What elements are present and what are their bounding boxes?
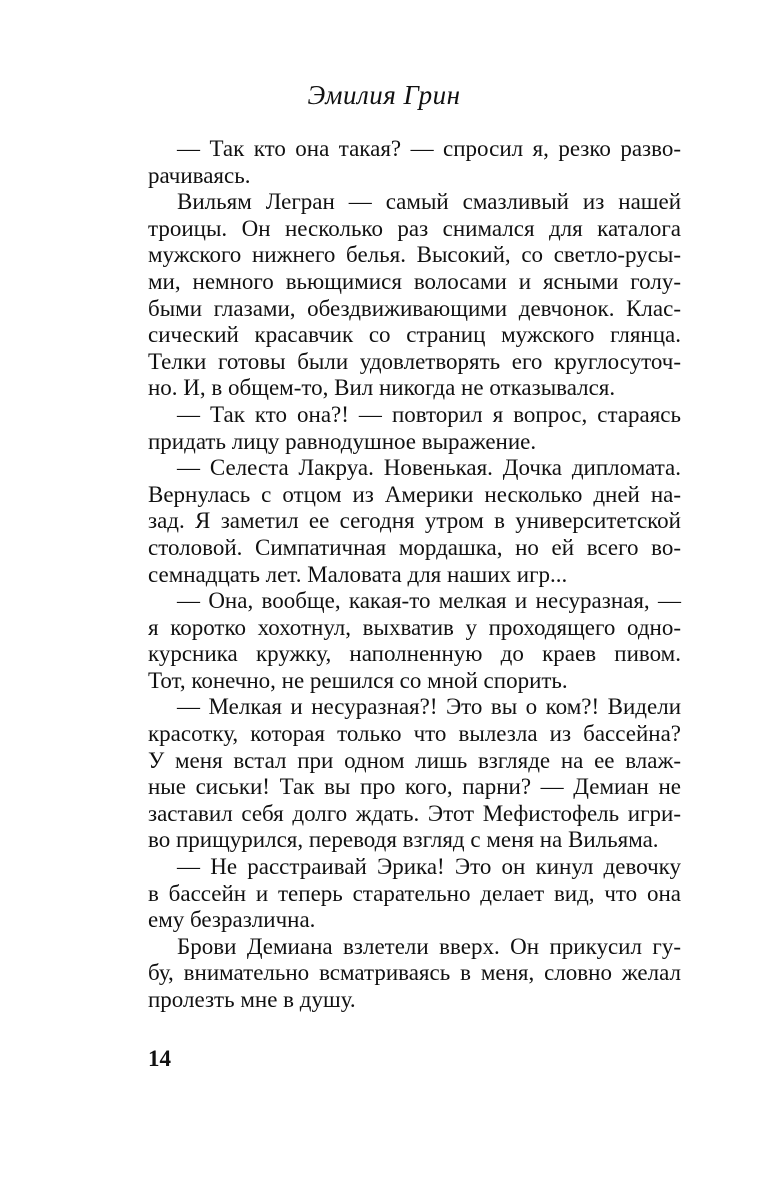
- text-line: Брови Демиана взлетели вверх. Он прикусил гу-: [177, 933, 681, 959]
- running-head: Эмилия Грин: [307, 80, 461, 110]
- text-line: — Селеста Лакруа. Новенькая. Дочка дипломата.: [177, 455, 681, 481]
- text-line: мужского нижнего белья. Высокий, со светло-русы-: [148, 242, 681, 268]
- text-line: — Она, вообще, какая-то мелкая и несуразная, —: [177, 588, 681, 614]
- paragraph: [148, 136, 681, 189]
- paragraph: [148, 694, 681, 854]
- text-line: Вильям Легран — самый смазливый из нашей: [177, 189, 681, 215]
- body-text: [148, 136, 681, 1014]
- text-line: — Так кто она такая? — спросил я, резко разво-: [177, 136, 681, 161]
- text-line: я коротко хохотнул, выхватив у проходящего одно-: [148, 614, 681, 640]
- text-line: — Так кто она?! — повторил я вопрос, стараясь: [177, 401, 681, 427]
- paragraph: [148, 588, 681, 694]
- text-line: сический красавчик со страниц мужского глянца.: [148, 322, 681, 348]
- text-line: Телки готовы были удовлетворять его круглосуточ-: [148, 348, 681, 374]
- text-line: но. И, в общем-то, Вил никогда не отказывался.: [148, 375, 616, 401]
- text-line: быми глазами, обездвиживающими девчонок. Клас-: [148, 295, 681, 321]
- paragraph: [148, 455, 681, 588]
- text-line: троицы. Он несколько раз снимался для каталога: [148, 215, 681, 241]
- text-line: ми, немного вьющимися волосами и ясными голу-: [148, 268, 681, 294]
- text-line: зад. Я заметил ее сегодня утром в университетской: [148, 508, 681, 534]
- text-line: в бассейн и теперь старательно делает вид, что она: [148, 880, 681, 906]
- page-number: 14: [148, 1046, 171, 1071]
- paragraph: [148, 934, 681, 1014]
- text-line: ные сиськи! Так вы про кого, парни? — Демиан не: [148, 774, 681, 800]
- text-line: бу, внимательно всматриваясь в меня, словно желал: [148, 960, 681, 986]
- text-line: Вернулась с отцом из Америки несколько дней на-: [148, 481, 681, 507]
- text-line: красотку, которая только что вылезла из бассейна?: [148, 721, 681, 747]
- paragraph: [148, 854, 681, 934]
- text-line: столовой. Симпатичная мордашка, но ей всего во-: [148, 534, 681, 560]
- text-line: — Не расстраивай Эрика! Это он кинул девочку: [177, 854, 681, 880]
- paragraph: [148, 402, 681, 455]
- text-line: У меня встал при одном лишь взгляде на ее влаж-: [148, 747, 681, 773]
- text-line: семнадцать лет. Маловата для наших игр...: [148, 561, 568, 587]
- text-line: ему безразлична.: [148, 907, 316, 933]
- text-line: рачиваясь.: [148, 162, 251, 188]
- text-line: — Мелкая и несуразная?! Это вы о ком?! Видели: [177, 694, 681, 720]
- text-line: пролезть мне в душу.: [148, 987, 356, 1012]
- paragraph: [148, 189, 681, 402]
- text-line: во прищурился, переводя взгляд с меня на Вильяма.: [148, 827, 659, 853]
- text-line: Тот, конечно, не решился со мной спорить.: [148, 667, 568, 693]
- text-line: курсника кружку, наполненную до краев пивом.: [148, 641, 681, 667]
- text-line: придать лицу равнодушное выражение.: [148, 428, 537, 454]
- text-line: заставил себя долго ждать. Этот Мефистофель игри-: [148, 800, 681, 826]
